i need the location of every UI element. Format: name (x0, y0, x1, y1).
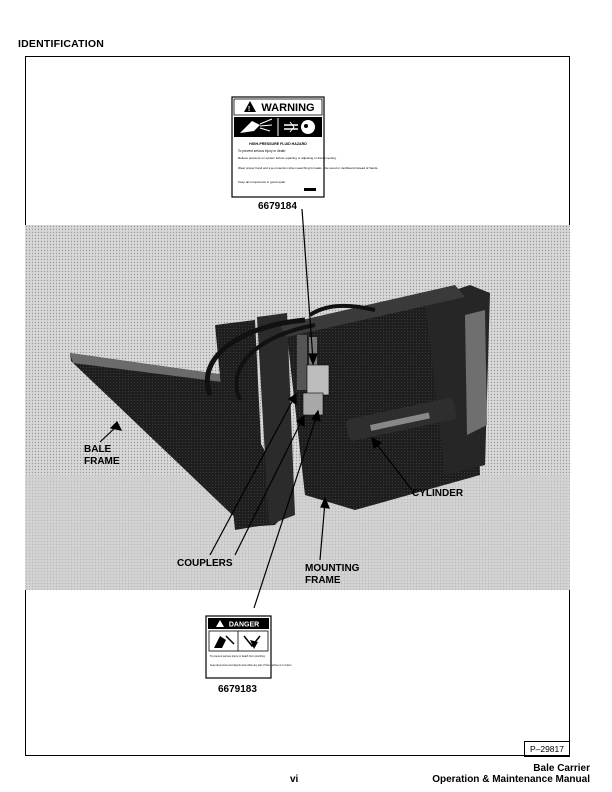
danger-bullet-1: Keep all persons and objects clear while any part of this machine is in motion. (210, 664, 293, 667)
svg-text:!: ! (247, 106, 251, 113)
danger-decal (206, 616, 293, 678)
section-title: IDENTIFICATION (18, 38, 105, 50)
manual-title-line1: Bale Carrier (533, 763, 590, 774)
manual-title-line2: Operation & Maintenance Manual (432, 774, 590, 785)
callout-couplers: COUPLERS (177, 558, 233, 569)
warning-bullet-1: Relieve pressure on system before repairing or adjusting or disconnecting. (238, 156, 337, 160)
danger-decal-number: 6679183 (218, 684, 257, 695)
callout-bale-frame-line2: FRAME (84, 456, 120, 467)
callout-mounting-frame-line1: MOUNTING (305, 563, 360, 574)
warning-heading: WARNING (261, 102, 315, 114)
warning-bullet-2: Wear proper hand and eye protection when searching for leaks. Use wood or cardboard instead of hands. (238, 166, 379, 170)
warning-decal-number: 6679184 (258, 201, 297, 212)
callout-mounting-frame-line2: FRAME (305, 575, 341, 586)
warning-intro: To prevent serious injury or death: (238, 149, 287, 153)
warning-bullet-3: Keep all components in good repair. (238, 180, 286, 184)
warning-hazard: HIGH-PRESSURE FLUID HAZARD (249, 142, 307, 146)
callout-cylinder: CYLINDER (412, 488, 464, 499)
figure-reference: P–29817 (524, 741, 570, 757)
danger-heading: DANGER (228, 621, 260, 629)
manual-title (432, 763, 590, 785)
danger-intro: To prevent serious injury or death from pinching: (210, 655, 266, 658)
page-number: vi (290, 774, 299, 785)
callout-bale-frame-line1: BALE (84, 444, 112, 455)
